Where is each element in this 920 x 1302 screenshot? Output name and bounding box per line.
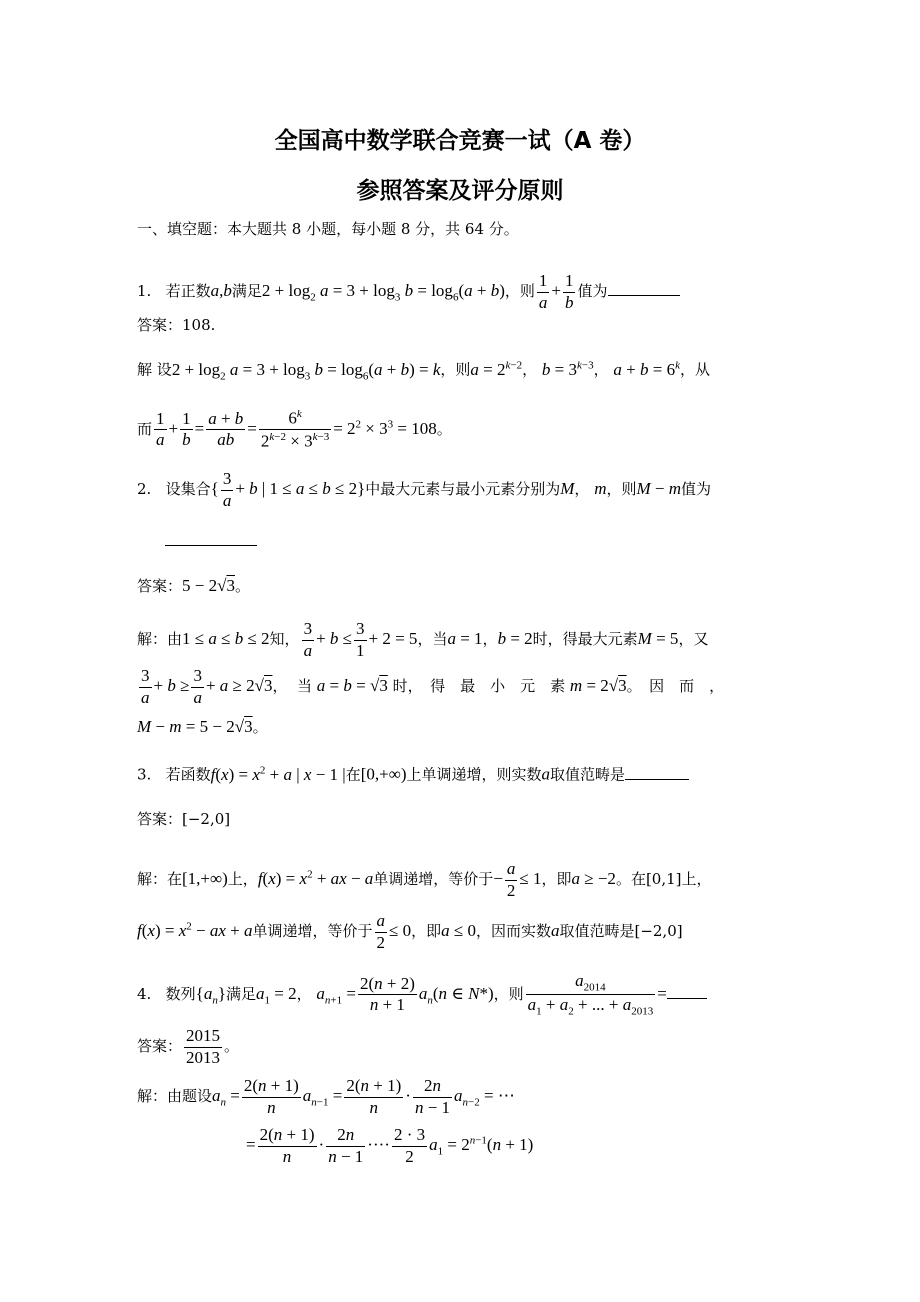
answer-blank xyxy=(165,534,257,549)
problem-1-solution-line-1: 解 设$2 + \log_2 a = 3 + \log_3 b = \log_6(a + b) = k$，则$a = 2^{k-2}$， $b = 3^{k-3}$， $a + b = 6^k$，从 xyxy=(137,359,710,383)
problem-3-answer: 答案：[−2,0] xyxy=(137,810,231,828)
problem-2-solution-line-2: $\frac{3}{a}$ + b ≥ $\frac{3}{a}$ + a ≥ 2√3， 当 a = b = √3 时， 得 最 小 元 素 m = 2√3。 因 而 ， xyxy=(141,666,725,707)
problem-2-solution-line-1: 解：由1 ≤ a ≤ b ≤ 2知， $\frac{3}{a}$ + b ≤ $\frac{3}{1}$ + 2 = 5，当a = 1，b = 2时，得最大元素M = 5，又 xyxy=(137,619,709,660)
answer-blank xyxy=(608,295,680,296)
problem-3-solution-line-1: 解：在[1,+∞)上，$f(x) = x^2$ + ax − a单调递增，等价于− $\frac{a}{2}$ ≤ 1，即a ≥ −2。在[0,1]上， xyxy=(137,859,712,900)
section-heading: 一、填空题：本大题共 8 小题，每小题 8 分，共 64 分。 xyxy=(137,220,519,238)
problem-3-question: 3. 若函数$f(x) = x^2 + a$ | x − 1 |在[0,+∞)上单调递增，则实数a取值范畴是 xyxy=(137,765,689,783)
problem-2-answer: 答案：5 − 2√3。 xyxy=(137,576,250,595)
problem-1-answer: 答案：108. xyxy=(137,316,216,334)
problem-4-solution-line-2: = $\frac{2(n + 1)}{n}$ · $\frac{2n}{n - 1}$ ···· $\frac{2 \cdot 3}{2}$ $a_1 = 2^{n-1}(n + 1)$ xyxy=(246,1125,534,1166)
answer-blank xyxy=(667,998,707,999)
problem-2-question: 2. 设集合{ $\frac{3}{a}$ + b | 1 ≤ a ≤ b ≤ 2}中最大元素与最小元素分别为M， m，则M − m值为 xyxy=(137,469,712,510)
document-subtitle: 参照答案及评分原则 xyxy=(356,178,564,204)
problem-4-answer: 答案： $\frac{2015}{2013}$ 。 xyxy=(137,1026,240,1067)
problem-4-solution-line-1: 解：由题设$a_n$ = $\frac{2(n + 1)}{n}$ $a_{n-1}$ = $\frac{2(n + 1)}{n}$ · $\frac{2n}{n - 1}$ $a_{n-2}$ = ⋯ xyxy=(137,1076,515,1117)
document-title: 全国高中数学联合竞赛一试（A 卷） xyxy=(274,128,646,154)
problem-4-question: 4. 数列$\{a_n\}$满足$a_1 = 2$， $a_{n+1}$ = $\frac{2(n + 2)}{n + 1}$ $a_n(n$ ∈ N*)，则 $\frac{a_{2014}}{a_1 + a_2 + ... + a_{2013}}$ = xyxy=(137,972,707,1018)
problem-1-solution-line-2: 而 $\frac{1}{a}$ + $\frac{1}{b}$ = $\frac{a + b}{ab}$ = $\frac{6^k}{2^{k-2} \times 3^{k-3}}$ = $2^2 \times 3^3 = 108$。 xyxy=(137,408,452,451)
problem-2-solution-line-3: M − m = 5 − 2√3。 xyxy=(137,717,268,736)
answer-blank xyxy=(625,779,689,780)
problem-3-solution-line-2: $f(x) = x^2$ − ax + a单调递增，等价于 $\frac{a}{2}$ ≤ 0，即a ≤ 0，因而实数a取值范畴是[−2,0] xyxy=(137,911,683,952)
problem-1-question: 1. 若正数a,b满足$2 + \log_2 a = 3 + \log_3 b = \log_6(a + b)$，则 $\frac{1}{a}$ + $\frac{1}{b}$ 值为 xyxy=(137,272,680,312)
